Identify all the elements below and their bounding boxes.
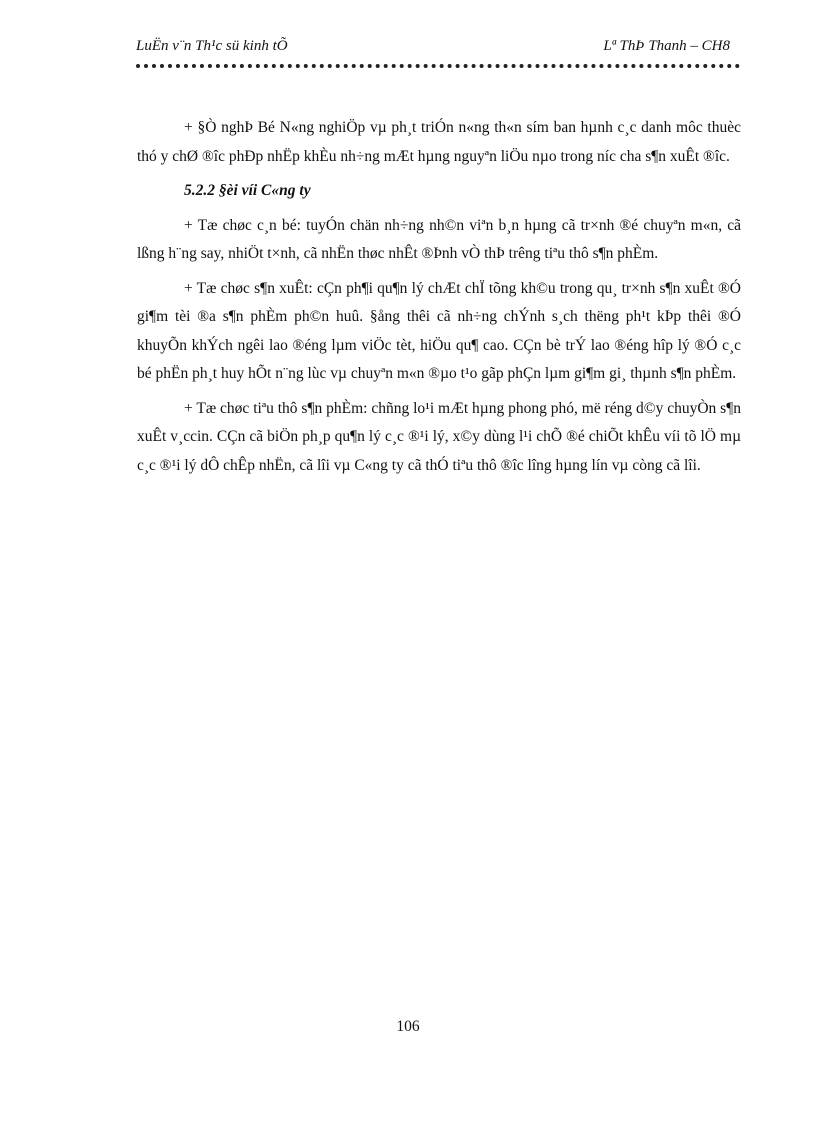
section-heading: 5.2.2 §èi víi C«ng ty <box>184 182 311 199</box>
paragraph-sales-organization: + Tæ chøc tiªu thô s¶n phÈm: chñng lo¹i mÆt hµng phong phó, më réng d©y chuyÒn s¶n xuÊt v¸ccin. CÇn cã biÖn ph¸p qu¶n lý c¸c ®¹i lý, x©y dùng l¹i chÕ ®é chiÕt khÊu víi tõ lÖ mµ c¸c ®¹i lý dÔ chÊp nhËn, cã lîi vµ C«ng ty cã thÓ tiªu thô ®îc lîng hµng lín vµ còng cã lîi. <box>137 399 741 474</box>
header-thesis-title: LuËn v¨n Th¹c sü kinh tÕ <box>136 38 288 54</box>
page-header <box>136 38 740 60</box>
page-number: 106 <box>396 1018 420 1035</box>
header-dotted-rule <box>136 64 740 68</box>
paragraph-production-organization: + Tæ chøc s¶n xuÊt: cÇn ph¶i qu¶n lý chÆt chÏ tõng kh©u trong qu¸ tr×nh s¶n xuÊt ®Ó gi¶m tèi ®a s¶n phÈm ph©n huû. §ång thêi cã nh÷ng chÝnh s¸ch thëng ph¹t kÞp thêi ®Ó khuyÕn khÝch ngêi lao ®éng lµm viÖc tèt, hiÖu qu¶ cao. CÇn bè trÝ lao ®éng hîp lý ®Ó c¸c bé phËn ph¸t huy hÕt n¨ng lùc vµ chuyªn m«n ®µo t¹o gãp phÇn lµm gi¶m gi¸ thµnh s¶n phÈm. <box>137 279 741 382</box>
header-author: Lª ThÞ Thanh – CH8 <box>603 38 730 54</box>
paragraph-staff-organization: + Tæ chøc c¸n bé: tuyÓn chän nh÷ng nh©n viªn b¸n hµng cã tr×nh ®é chuyªn m«n, cã lßng h¨ng say, nhiÖt t×nh, cã nhËn thøc nhÊt ®Þnh vÒ thÞ trêng tiªu thô s¶n phÈm. <box>137 216 741 262</box>
page-body <box>137 114 741 486</box>
paragraph-recommendation: + §Ò nghÞ Bé N«ng nghiÖp vµ ph¸t triÓn n«ng th«n sím ban hµnh c¸c danh môc thuèc thó y chØ ®îc phÐp nhËp khÈu nh÷ng mÆt hµng nguyªn liÖu nµo trong níc cha s¶n xuÊt ®îc. <box>137 119 741 165</box>
